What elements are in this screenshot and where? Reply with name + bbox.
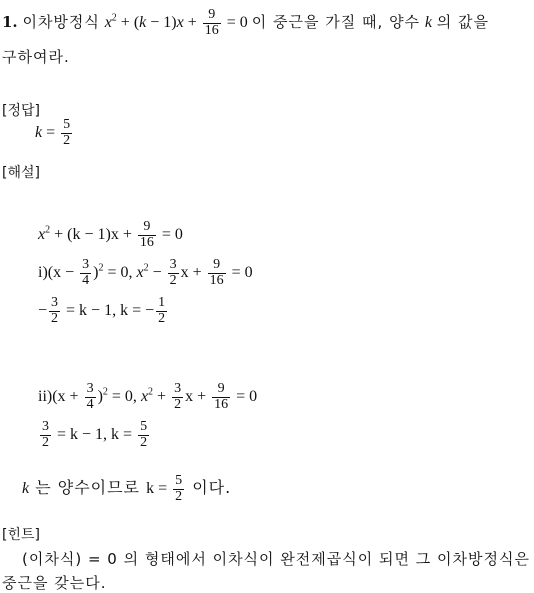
answer-label: [정답] [2, 103, 40, 119]
problem-equation: $x^2 + (k - 1)x$ + $\frac{9}{16}$ = 0 [104, 7, 248, 38]
problem-text-after: 이 중근을 가질 때, 양수 [251, 12, 421, 31]
problem-fraction: $\frac{9}{16}$ [204, 7, 219, 38]
hint-line-2: 중근을 갖는다. [2, 574, 107, 592]
solution-case-2-result: $\frac{3}{2}$ = k − 1, k = $\frac{5}{2}$ [42, 419, 148, 450]
solution-case-1-result: − $\frac{3}{2}$ = k − 1, k = − $\frac{1}{2}$ [38, 295, 166, 326]
solution-label: [해설] [2, 165, 40, 181]
solution-case-1: i)(x − $\frac{3}{4}$ )$^2$ = 0, $x^2$ − $\frac{3}{2}$ x + $\frac{9}{16}$ = 0 [38, 257, 253, 288]
solution-line-1: $x^2 + (k - 1)x$ + $\frac{9}{16}$ = 0 [38, 219, 183, 250]
solution-conclusion: k 는 양수이므로 k = $\frac{5}{2}$ 이다. [22, 473, 232, 504]
problem-text-end: 의 값을 [436, 12, 489, 31]
problem-line-2: 구하여라. [2, 48, 70, 66]
hint-line-1: (이차식) = 0 의 형태에서 이차식이 완전제곱식이 되면 그 이차방정식은 [22, 550, 530, 568]
hint-label: [힌트] [2, 527, 40, 543]
problem-number: 1. [2, 12, 18, 31]
problem-line-1: 1. 이차방정식 $x^2 + (k - 1)x$ + $\frac{9}{16}$ = 0 이 중근을 가질 때, 양수 k 의 값을 [2, 7, 489, 38]
problem-text-before: 이차방정식 [22, 12, 100, 31]
answer-value: k = $\frac{5}{2}$ [35, 117, 71, 148]
solution-case-2: ii)(x + $\frac{3}{4}$ )$^2$ = 0, $x^2$ + $\frac{3}{2}$ x + $\frac{9}{16}$ = 0 [38, 381, 258, 412]
